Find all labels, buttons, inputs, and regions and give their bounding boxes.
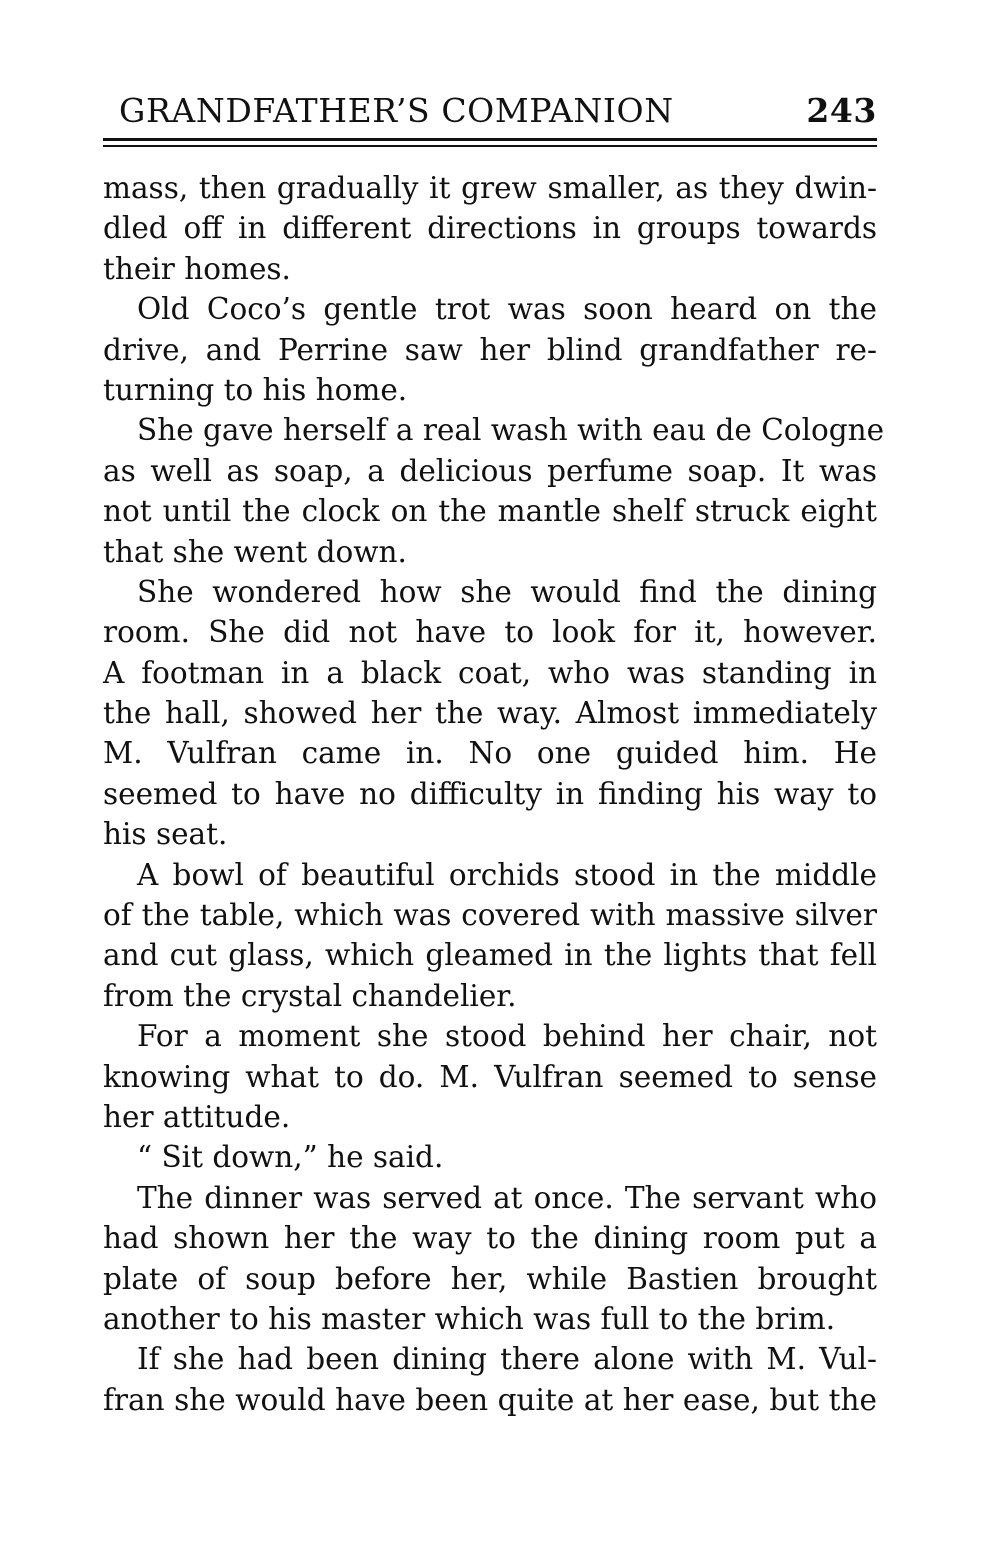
text-line: as well as soap, a delicious perfume soap. It was — [103, 453, 877, 488]
header-rule — [103, 138, 877, 141]
text-line: knowing what to do. M. Vulfran seemed to sense — [103, 1059, 877, 1094]
text-line: The dinner was served at once. The servant who — [137, 1180, 877, 1215]
text-line: dled off in different directions in groups towards — [103, 211, 877, 246]
text-line: his seat. — [103, 817, 228, 852]
text-line: “ Sit down,” he said. — [137, 1140, 444, 1175]
text-line: For a moment she stood behind her chair, not — [137, 1019, 877, 1054]
running-head — [103, 88, 877, 134]
text-line: fran she would have been quite at her ease, but the — [103, 1382, 877, 1417]
text-line: drive, and Perrine saw her blind grandfather re- — [103, 332, 877, 367]
text-line: If she had been dining there alone with M. Vul- — [137, 1342, 877, 1377]
text-line: her attitude. — [103, 1099, 291, 1134]
text-line: She gave herself a real wash with eau de Cologne — [137, 413, 885, 448]
page-number: 243 — [806, 91, 877, 130]
text-line: A footman in a black coat, who was standing in — [103, 655, 877, 690]
text-line: their homes. — [103, 251, 291, 286]
text-line: had shown her the way to the dining room put a — [103, 1221, 877, 1256]
body-text — [103, 168, 885, 1420]
text-line: She wondered how she would find the dining — [137, 574, 877, 609]
text-line: another to his master which was full to the brim. — [103, 1301, 836, 1336]
text-line: A bowl of beautiful orchids stood in the middle — [137, 857, 877, 892]
text-line: seemed to have no difficulty in finding his way to — [103, 776, 877, 811]
text-line: the hall, showed her the way. Almost immediately — [103, 696, 877, 731]
text-line: that she went down. — [103, 534, 407, 569]
text-line: of the table, which was covered with massive silver — [103, 898, 877, 933]
text-line: not until the clock on the mantle shelf struck eight — [103, 494, 877, 529]
text-line: from the crystal chandelier. — [103, 978, 517, 1013]
book-page — [103, 88, 885, 1417]
text-line: room. She did not have to look for it, however. — [103, 615, 877, 650]
running-title: GRANDFATHER’S COMPANION — [119, 91, 674, 130]
text-line: mass, then gradually it grew smaller, as they dwin- — [103, 171, 877, 205]
text-line: turning to his home. — [103, 372, 408, 407]
text-line: Old Coco’s gentle trot was soon heard on the — [137, 292, 877, 327]
text-line: and cut glass, which gleamed in the lights that fell — [103, 938, 877, 973]
text-line: M. Vulfran came in. No one guided him. He — [103, 736, 877, 771]
header-rule-secondary — [103, 145, 877, 147]
text-line: plate of soup before her, while Bastien brought — [103, 1261, 877, 1296]
